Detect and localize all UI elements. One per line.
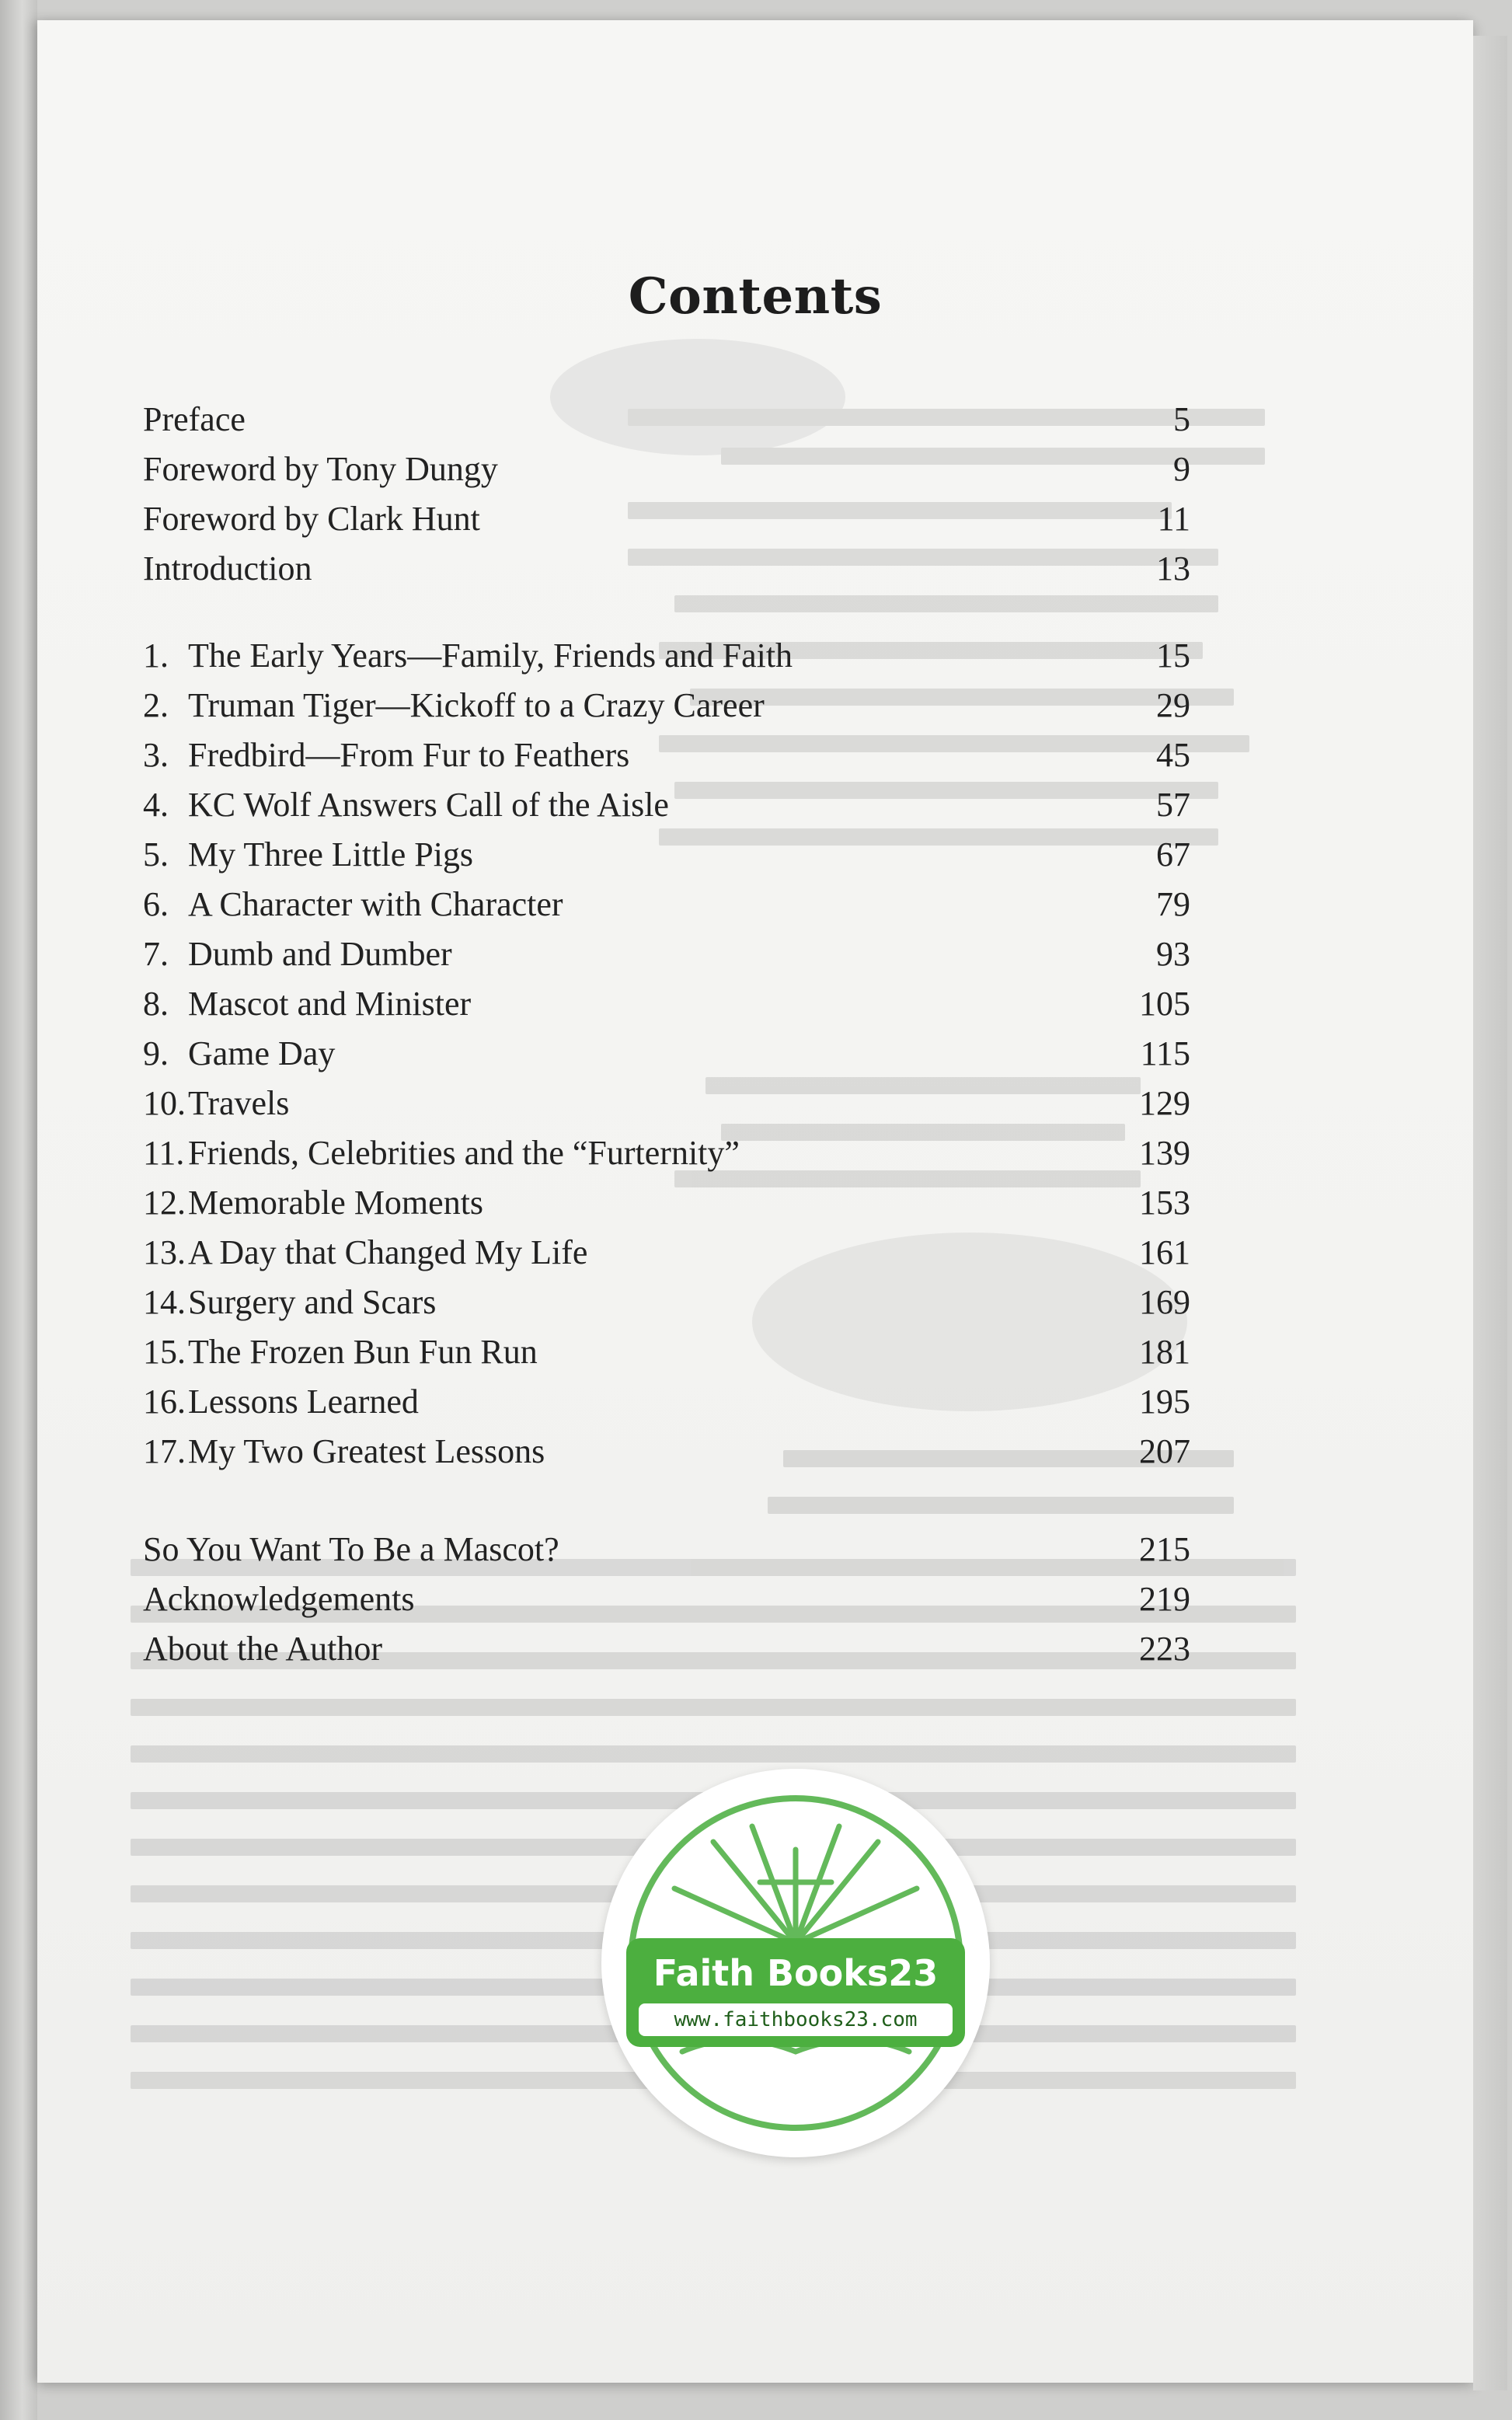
toc-entry <box>143 1181 483 1225</box>
toc-title: Fredbird—From Fur to Feathers <box>188 736 630 774</box>
chapter-number: 13. <box>143 1233 186 1271</box>
toc-title: Mascot and Minister <box>188 985 472 1023</box>
toc-entry <box>143 734 629 777</box>
chapter-number: 4. <box>143 786 169 824</box>
toc-row <box>143 1578 1190 1621</box>
toc-title: A Day that Changed My Life <box>188 1233 588 1271</box>
toc-entry <box>143 448 498 491</box>
toc-page-number: 29 <box>1156 686 1190 724</box>
toc-title: Surgery and Scars <box>188 1283 437 1321</box>
toc-row <box>143 448 1190 491</box>
toc-page-number: 115 <box>1140 1034 1190 1072</box>
toc-page-number: 93 <box>1156 935 1190 973</box>
toc-title: Truman Tiger—Kickoff to a Crazy Career <box>188 686 765 724</box>
toc-page-number: 181 <box>1139 1333 1190 1371</box>
toc-page-number: 79 <box>1156 885 1190 923</box>
toc-title: About the Author <box>143 1630 382 1668</box>
toc-title: Foreword by Tony Dungy <box>143 450 498 488</box>
toc-title: So You Want To Be a Mascot? <box>143 1530 559 1568</box>
toc-title: Game Day <box>188 1034 336 1072</box>
toc-page-number: 207 <box>1139 1432 1190 1470</box>
toc-row <box>143 1330 1190 1374</box>
toc-row <box>143 634 1190 678</box>
toc-row <box>143 883 1190 926</box>
toc-row <box>143 1281 1190 1324</box>
toc-page-number: 153 <box>1139 1184 1190 1222</box>
toc-entry <box>143 1380 419 1424</box>
toc-row <box>143 497 1190 541</box>
chapter-number: 2. <box>143 686 169 724</box>
toc-entry <box>143 783 669 827</box>
badge-banner <box>626 1938 965 2047</box>
previous-page-edge <box>0 0 37 2420</box>
toc-row <box>143 1380 1190 1424</box>
toc-row <box>143 783 1190 827</box>
toc-page-number: 105 <box>1139 985 1190 1023</box>
toc-row <box>143 1132 1190 1175</box>
watermark-badge <box>601 1769 990 2157</box>
toc-title: Memorable Moments <box>188 1184 484 1222</box>
toc-title: My Three Little Pigs <box>188 835 474 874</box>
toc-entry <box>143 1281 436 1324</box>
toc-title: Dumb and Dumber <box>188 935 452 973</box>
toc-row <box>143 1082 1190 1125</box>
toc-row <box>143 1181 1190 1225</box>
chapter-number: 7. <box>143 935 169 973</box>
toc-page-number: 215 <box>1139 1530 1190 1568</box>
toc-row <box>143 1528 1190 1571</box>
badge-website: www.faithbooks23.com <box>639 2003 953 2036</box>
toc-row <box>143 1231 1190 1275</box>
chapter-number: 14. <box>143 1283 186 1321</box>
toc-page-number: 57 <box>1156 786 1190 824</box>
toc-title: Foreword by Clark Hunt <box>143 500 480 538</box>
toc-row <box>143 1430 1190 1473</box>
toc-entry <box>143 398 246 441</box>
toc-page-number: 195 <box>1139 1383 1190 1421</box>
badge-brand-name: Faith Books23 <box>653 1952 939 1994</box>
toc-entry <box>143 1578 414 1621</box>
chapter-number: 16. <box>143 1383 186 1421</box>
toc-title: Travels <box>188 1084 290 1122</box>
toc-title: Friends, Celebrities and the “Furternity” <box>188 1134 740 1172</box>
toc-row <box>143 933 1190 976</box>
chapter-number: 3. <box>143 736 169 774</box>
chapter-number: 1. <box>143 636 169 675</box>
toc-title: The Early Years—Family, Friends and Faith <box>188 636 793 675</box>
toc-row <box>143 734 1190 777</box>
toc-page-number: 11 <box>1157 500 1190 538</box>
toc-page-number: 67 <box>1156 835 1190 874</box>
toc-entry <box>143 634 793 678</box>
toc-entry <box>143 833 473 877</box>
toc-page-number: 45 <box>1156 736 1190 774</box>
toc-entry <box>143 1528 559 1571</box>
toc-page-number: 13 <box>1156 549 1190 588</box>
toc-page-number: 219 <box>1139 1580 1190 1618</box>
toc-page-number: 5 <box>1173 400 1190 438</box>
toc-entry <box>143 684 765 727</box>
toc-row <box>143 982 1190 1026</box>
toc-entry <box>143 1132 740 1175</box>
chapter-number: 17. <box>143 1432 186 1470</box>
chapter-number: 6. <box>143 885 169 923</box>
toc-title: Acknowledgements <box>143 1580 415 1618</box>
toc-entry <box>143 883 563 926</box>
toc-entry <box>143 1330 538 1374</box>
toc-title: A Character with Character <box>188 885 563 923</box>
toc-entry <box>143 1032 335 1076</box>
toc-entry <box>143 1231 587 1275</box>
toc-page-number: 15 <box>1156 636 1190 675</box>
toc-title: KC Wolf Answers Call of the Aisle <box>188 786 669 824</box>
page-title: Contents <box>628 267 883 326</box>
toc-title: My Two Greatest Lessons <box>188 1432 545 1470</box>
toc-page-number: 223 <box>1139 1630 1190 1668</box>
page-stack-edge <box>1473 36 1507 2390</box>
toc-page-number: 169 <box>1139 1283 1190 1321</box>
chapter-number: 10. <box>143 1084 186 1122</box>
toc-row <box>143 684 1190 727</box>
chapter-number: 15. <box>143 1333 186 1371</box>
toc-page-number: 161 <box>1139 1233 1190 1271</box>
toc-entry <box>143 1082 289 1125</box>
chapter-number: 9. <box>143 1034 169 1072</box>
toc-entry <box>143 1430 545 1473</box>
toc-title: Introduction <box>143 549 312 588</box>
toc-row <box>143 547 1190 591</box>
toc-page-number: 9 <box>1173 450 1190 488</box>
book-page <box>37 20 1473 2383</box>
toc-title: Preface <box>143 400 246 438</box>
toc-page-number: 139 <box>1139 1134 1190 1172</box>
toc-entry <box>143 933 452 976</box>
toc-entry <box>143 1627 382 1671</box>
toc-row <box>143 398 1190 441</box>
chapter-number: 8. <box>143 985 169 1023</box>
toc-row <box>143 1032 1190 1076</box>
toc-title: Lessons Learned <box>188 1383 419 1421</box>
toc-page-number: 129 <box>1139 1084 1190 1122</box>
toc-entry <box>143 982 471 1026</box>
chapter-number: 11. <box>143 1134 185 1172</box>
toc-title: The Frozen Bun Fun Run <box>188 1333 538 1371</box>
chapter-number: 12. <box>143 1184 186 1222</box>
toc-row <box>143 1627 1190 1671</box>
chapter-number: 5. <box>143 835 169 874</box>
toc-row <box>143 833 1190 877</box>
toc-entry <box>143 497 480 541</box>
toc-entry <box>143 547 312 591</box>
